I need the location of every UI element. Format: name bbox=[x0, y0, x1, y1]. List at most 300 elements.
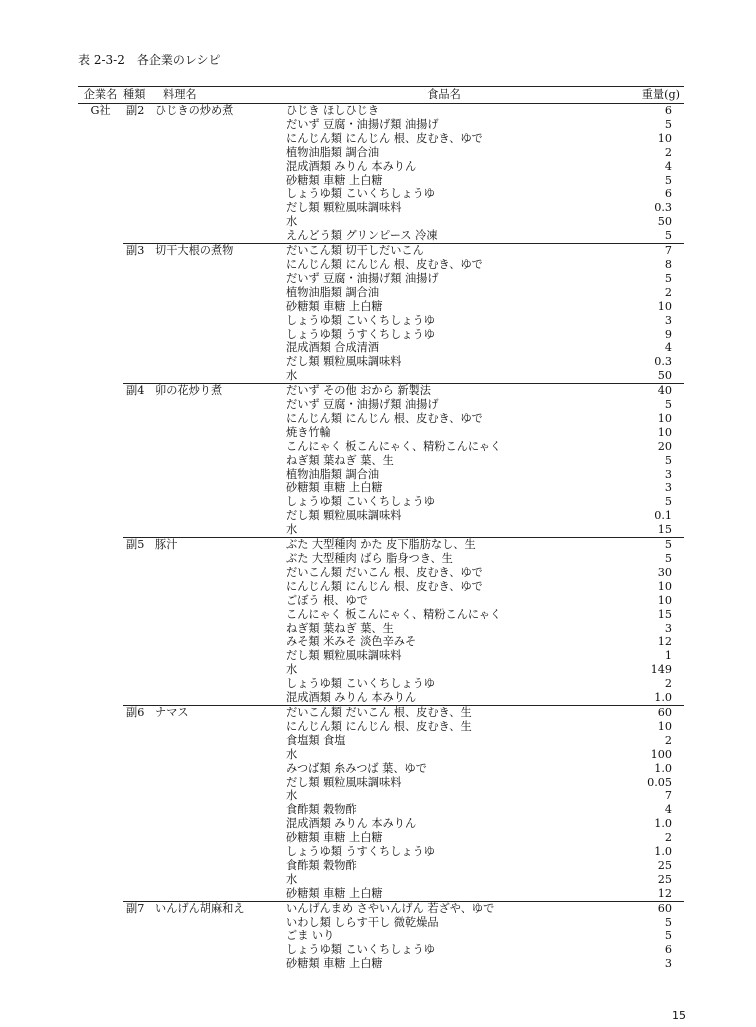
type-cell bbox=[123, 426, 155, 440]
type-cell bbox=[123, 943, 155, 957]
company-cell bbox=[78, 916, 123, 930]
type-cell bbox=[123, 215, 155, 229]
food-name-cell: ごま いり bbox=[286, 929, 335, 943]
weight-cell: 4 bbox=[664, 159, 672, 173]
dish-name-cell bbox=[155, 454, 284, 468]
food-name-cell: ぶた 大型種肉 ばら 脂身つき、生 bbox=[286, 552, 453, 565]
type-cell bbox=[123, 916, 155, 930]
table-row bbox=[78, 887, 684, 901]
type-cell bbox=[123, 594, 155, 608]
food-name-cell: にんじん類 にんじん 根、皮むき、ゆで bbox=[286, 257, 483, 271]
food-name-cell: しょうゆ類 こいくちしょうゆ bbox=[286, 495, 435, 509]
company-cell bbox=[78, 957, 123, 971]
table-row bbox=[78, 174, 684, 188]
type-cell bbox=[123, 355, 155, 369]
food-name-cell: 砂糖類 車糖 上白糖 bbox=[286, 481, 383, 495]
food-name-cell: えんどう類 グリンピース 冷凍 bbox=[286, 229, 438, 243]
table-header-row bbox=[78, 87, 684, 104]
food-name-cell: ごぼう 根、ゆで bbox=[286, 593, 368, 607]
table-row bbox=[78, 762, 684, 776]
table-row bbox=[78, 509, 684, 523]
dish-name-cell bbox=[155, 328, 284, 342]
table-row bbox=[78, 355, 684, 369]
dish-name-cell bbox=[155, 566, 284, 580]
table-row bbox=[78, 384, 684, 398]
company-cell bbox=[78, 300, 123, 314]
food-name-cell: 食塩類 食塩 bbox=[286, 733, 346, 747]
dish-name-cell bbox=[155, 580, 284, 594]
dish-name-cell bbox=[155, 677, 284, 691]
dish-name-cell bbox=[155, 355, 284, 369]
table-row bbox=[78, 523, 684, 537]
company-cell bbox=[78, 314, 123, 328]
table-body bbox=[78, 104, 684, 972]
dish-name-cell bbox=[155, 734, 284, 748]
table-row bbox=[78, 258, 684, 272]
dish-name-cell bbox=[155, 495, 284, 509]
table-row bbox=[78, 454, 684, 468]
company-cell bbox=[78, 146, 123, 160]
food-name-cell: 砂糖類 車糖 上白糖 bbox=[286, 299, 383, 313]
dish-name-cell bbox=[155, 957, 284, 971]
table-row bbox=[78, 691, 684, 705]
dish-name-cell bbox=[155, 929, 284, 943]
weight-cell: 25 bbox=[657, 858, 672, 872]
company-cell bbox=[78, 258, 123, 272]
dish-name-cell: 豚汁 bbox=[155, 538, 284, 552]
type-cell bbox=[123, 272, 155, 286]
dish-name-cell bbox=[155, 523, 284, 537]
food-name-cell: 砂糖類 車糖 上白糖 bbox=[286, 886, 383, 900]
company-cell bbox=[78, 552, 123, 566]
table-row bbox=[78, 300, 684, 314]
weight-cell: 5 bbox=[664, 229, 672, 243]
company-cell bbox=[78, 817, 123, 831]
table-row bbox=[78, 845, 684, 859]
table-row bbox=[78, 538, 684, 552]
type-cell bbox=[123, 663, 155, 677]
company-cell bbox=[78, 160, 123, 174]
weight-cell: 12 bbox=[657, 886, 672, 900]
header-food: 食品名 bbox=[284, 87, 604, 104]
table-row bbox=[78, 468, 684, 482]
food-name-cell: 混成酒類 みりん 本みりん bbox=[286, 159, 417, 173]
table-row bbox=[78, 328, 684, 342]
company-cell bbox=[78, 440, 123, 454]
company-cell bbox=[78, 384, 123, 398]
table-row bbox=[78, 552, 684, 566]
type-cell bbox=[123, 720, 155, 734]
weight-cell: 10 bbox=[657, 719, 672, 733]
food-name-cell: 混成酒類 みりん 本みりん bbox=[286, 691, 417, 705]
food-name-cell: だし類 顆粒風味調味料 bbox=[286, 355, 402, 369]
food-name-cell: だいこん類 だいこん 根、皮むき、生 bbox=[284, 705, 604, 719]
table-row bbox=[78, 635, 684, 649]
dish-name-cell bbox=[155, 174, 284, 188]
table-row bbox=[78, 957, 684, 971]
table-row bbox=[78, 622, 684, 636]
weight-cell: 5 bbox=[664, 453, 672, 467]
type-cell: 副2 bbox=[126, 104, 145, 117]
type-cell bbox=[123, 146, 155, 160]
dish-name-cell bbox=[155, 943, 284, 957]
type-cell bbox=[123, 300, 155, 314]
company-cell bbox=[78, 174, 123, 188]
weight-cell: 1.0 bbox=[654, 845, 672, 859]
header-company: 企業名 bbox=[78, 87, 123, 104]
type-cell bbox=[123, 229, 155, 243]
food-name-cell: だいこん類 だいこん 根、皮むき、ゆで bbox=[286, 565, 483, 579]
type-cell bbox=[123, 369, 155, 383]
weight-cell: 0.05 bbox=[647, 775, 672, 789]
table-row bbox=[78, 831, 684, 845]
dish-name-cell bbox=[155, 635, 284, 649]
table-row bbox=[78, 748, 684, 762]
type-cell bbox=[123, 566, 155, 580]
table-row bbox=[78, 943, 684, 957]
food-name-cell: いわし類 しらす干し 微乾燥品 bbox=[286, 915, 439, 929]
company-cell bbox=[78, 509, 123, 523]
table-row bbox=[78, 594, 684, 608]
type-cell bbox=[123, 412, 155, 426]
dish-name-cell bbox=[155, 748, 284, 762]
type-cell bbox=[123, 873, 155, 887]
table-row bbox=[78, 705, 684, 719]
table-row bbox=[78, 566, 684, 580]
food-name-cell: 混成酒類 合成清酒 bbox=[286, 341, 380, 355]
type-cell bbox=[123, 608, 155, 622]
weight-cell: 5 bbox=[664, 271, 672, 285]
type-cell bbox=[123, 187, 155, 201]
weight-cell: 2 bbox=[664, 285, 672, 299]
company-cell bbox=[78, 341, 123, 355]
dish-name-cell bbox=[155, 300, 284, 314]
food-name-cell: みそ類 米みそ 淡色辛みそ bbox=[286, 635, 417, 649]
company-cell bbox=[78, 454, 123, 468]
weight-cell: 5 bbox=[664, 552, 672, 565]
dish-name-cell bbox=[155, 229, 284, 243]
type-cell bbox=[123, 454, 155, 468]
weight-cell: 30 bbox=[657, 565, 672, 579]
food-name-cell: にんじん類 にんじん 根、皮むき、ゆで bbox=[286, 131, 483, 145]
company-cell bbox=[78, 705, 123, 719]
dish-name-cell bbox=[155, 187, 284, 201]
company-cell bbox=[78, 720, 123, 734]
company-cell bbox=[78, 523, 123, 537]
dish-name-cell bbox=[155, 314, 284, 328]
food-name-cell: 砂糖類 車糖 上白糖 bbox=[286, 173, 383, 187]
company-cell bbox=[78, 132, 123, 146]
table-row bbox=[78, 495, 684, 509]
weight-cell: 5 bbox=[664, 173, 672, 187]
table-row bbox=[78, 677, 684, 691]
table-row bbox=[78, 789, 684, 803]
dish-name-cell bbox=[155, 831, 284, 845]
dish-name-cell bbox=[155, 608, 284, 622]
type-cell bbox=[123, 118, 155, 132]
food-name-cell: こんにゃく 板こんにゃく、精粉こんにゃく bbox=[286, 439, 502, 453]
dish-name-cell bbox=[155, 663, 284, 677]
type-cell bbox=[123, 748, 155, 762]
type-cell bbox=[123, 734, 155, 748]
table-row bbox=[78, 286, 684, 300]
food-name-cell: こんにゃく 板こんにゃく、精粉こんにゃく bbox=[286, 607, 502, 621]
header-dish: 料理名 bbox=[155, 87, 284, 104]
type-cell bbox=[123, 649, 155, 663]
weight-cell: 60 bbox=[604, 705, 684, 719]
dish-name-cell bbox=[155, 481, 284, 495]
table-row bbox=[78, 118, 684, 132]
dish-name-cell bbox=[155, 286, 284, 300]
food-name-cell: 水 bbox=[286, 523, 298, 537]
dish-name-cell: ひじきの炒め煮 bbox=[155, 104, 234, 117]
food-name-cell: ねぎ類 葉ねぎ 葉、生 bbox=[286, 453, 394, 467]
food-name-cell: だいず 豆腐・油揚げ類 油揚げ bbox=[286, 117, 439, 131]
company-cell bbox=[78, 229, 123, 243]
type-cell bbox=[123, 132, 155, 146]
company-cell: G社 bbox=[90, 104, 111, 117]
table-row bbox=[78, 481, 684, 495]
weight-cell: 0.1 bbox=[654, 509, 672, 523]
recipe-table bbox=[78, 86, 684, 971]
weight-cell: 60 bbox=[604, 901, 684, 915]
company-cell bbox=[78, 943, 123, 957]
weight-cell: 10 bbox=[657, 299, 672, 313]
weight-cell: 8 bbox=[664, 257, 672, 271]
food-name-cell: しょうゆ類 うすくちしょうゆ bbox=[286, 327, 435, 341]
type-cell: 副3 bbox=[123, 244, 155, 258]
food-name-cell: だし類 顆粒風味調味料 bbox=[286, 509, 402, 523]
weight-cell: 10 bbox=[657, 579, 672, 593]
type-cell bbox=[123, 174, 155, 188]
weight-cell: 6 bbox=[664, 943, 672, 957]
table-row bbox=[78, 314, 684, 328]
food-name-cell: 植物油脂類 調合油 bbox=[286, 285, 380, 299]
company-cell bbox=[78, 748, 123, 762]
type-cell bbox=[123, 817, 155, 831]
food-name-cell: みつば類 糸みつば 葉、ゆで bbox=[286, 761, 427, 775]
company-cell bbox=[78, 355, 123, 369]
table-row bbox=[78, 229, 684, 243]
weight-cell: 15 bbox=[657, 523, 672, 537]
table-row bbox=[78, 244, 684, 258]
weight-cell: 10 bbox=[657, 425, 672, 439]
dish-name-cell bbox=[155, 873, 284, 887]
weight-cell: 4 bbox=[664, 803, 672, 817]
weight-cell: 1.0 bbox=[654, 817, 672, 831]
table-row bbox=[78, 608, 684, 622]
food-name-cell: しょうゆ類 うすくちしょうゆ bbox=[286, 845, 435, 859]
type-cell bbox=[123, 495, 155, 509]
company-cell bbox=[78, 481, 123, 495]
table-row bbox=[78, 146, 684, 160]
food-name-cell: ひじき ほしひじき bbox=[286, 104, 380, 117]
company-cell bbox=[78, 412, 123, 426]
company-cell bbox=[78, 495, 123, 509]
weight-cell: 3 bbox=[664, 621, 672, 635]
company-cell bbox=[78, 776, 123, 790]
company-cell bbox=[78, 215, 123, 229]
food-name-cell: しょうゆ類 こいくちしょうゆ bbox=[286, 187, 435, 201]
food-name-cell: 砂糖類 車糖 上白糖 bbox=[286, 831, 383, 845]
weight-cell: 4 bbox=[664, 341, 672, 355]
company-cell bbox=[78, 929, 123, 943]
table-row bbox=[78, 580, 684, 594]
dish-name-cell bbox=[155, 509, 284, 523]
food-name-cell: 食酢類 穀物酢 bbox=[286, 858, 357, 872]
table-row bbox=[78, 341, 684, 355]
weight-cell: 5 bbox=[604, 538, 684, 552]
dish-name-cell bbox=[155, 132, 284, 146]
food-name-cell: いんげんまめ さやいんげん 若ざや、ゆで bbox=[284, 901, 604, 915]
table-row bbox=[78, 720, 684, 734]
company-cell bbox=[78, 286, 123, 300]
weight-cell: 20 bbox=[657, 439, 672, 453]
weight-cell: 5 bbox=[664, 929, 672, 943]
table-row bbox=[78, 132, 684, 146]
weight-cell: 7 bbox=[664, 789, 672, 803]
weight-cell: 1.0 bbox=[654, 691, 672, 705]
table-row bbox=[78, 649, 684, 663]
dish-name-cell bbox=[155, 762, 284, 776]
company-cell bbox=[78, 789, 123, 803]
company-cell bbox=[78, 649, 123, 663]
table-row bbox=[78, 901, 684, 915]
table-row bbox=[78, 187, 684, 201]
header-weight: 重量(g) bbox=[604, 87, 684, 104]
dish-name-cell bbox=[155, 398, 284, 412]
company-cell bbox=[78, 201, 123, 215]
weight-cell: 5 bbox=[664, 495, 672, 509]
food-name-cell: 水 bbox=[286, 369, 298, 383]
table-row bbox=[78, 803, 684, 817]
type-cell bbox=[123, 328, 155, 342]
food-name-cell: だいず その他 おから 新製法 bbox=[284, 384, 604, 398]
type-cell bbox=[123, 789, 155, 803]
dish-name-cell bbox=[155, 369, 284, 383]
table-row bbox=[78, 104, 684, 118]
company-cell bbox=[78, 594, 123, 608]
weight-cell: 50 bbox=[657, 215, 672, 229]
weight-cell: 15 bbox=[657, 607, 672, 621]
dish-name-cell bbox=[155, 859, 284, 873]
type-cell bbox=[123, 635, 155, 649]
weight-cell: 3 bbox=[664, 957, 672, 971]
type-cell bbox=[123, 957, 155, 971]
table-row bbox=[78, 776, 684, 790]
company-cell bbox=[78, 328, 123, 342]
food-name-cell: ねぎ類 葉ねぎ 葉、生 bbox=[286, 621, 394, 635]
dish-name-cell bbox=[155, 776, 284, 790]
company-cell bbox=[78, 887, 123, 901]
company-cell bbox=[78, 691, 123, 705]
type-cell bbox=[123, 523, 155, 537]
food-name-cell: しょうゆ類 こいくちしょうゆ bbox=[286, 677, 435, 691]
food-name-cell: にんじん類 にんじん 根、皮むき、ゆで bbox=[286, 411, 483, 425]
table-row bbox=[78, 201, 684, 215]
weight-cell: 10 bbox=[657, 131, 672, 145]
food-name-cell: 焼き竹輪 bbox=[286, 425, 331, 439]
weight-cell: 2 bbox=[664, 831, 672, 845]
company-cell bbox=[78, 468, 123, 482]
table-row bbox=[78, 272, 684, 286]
dish-name-cell bbox=[155, 215, 284, 229]
type-cell bbox=[123, 258, 155, 272]
food-name-cell: 水 bbox=[286, 747, 298, 761]
weight-cell: 100 bbox=[650, 747, 672, 761]
company-cell bbox=[78, 845, 123, 859]
food-name-cell: だいず 豆腐・油揚げ類 油揚げ bbox=[286, 398, 439, 412]
dish-name-cell bbox=[155, 789, 284, 803]
company-cell bbox=[78, 663, 123, 677]
weight-cell: 50 bbox=[657, 369, 672, 383]
dish-name-cell bbox=[155, 468, 284, 482]
company-cell bbox=[78, 859, 123, 873]
type-cell: 副5 bbox=[123, 538, 155, 552]
weight-cell: 0.3 bbox=[654, 355, 672, 369]
company-cell bbox=[78, 244, 123, 258]
dish-name-cell bbox=[155, 258, 284, 272]
company-cell bbox=[78, 580, 123, 594]
type-cell bbox=[123, 845, 155, 859]
table-row bbox=[78, 929, 684, 943]
weight-cell: 10 bbox=[657, 411, 672, 425]
type-cell bbox=[123, 286, 155, 300]
dish-name-cell bbox=[155, 691, 284, 705]
food-name-cell: 植物油脂類 調合油 bbox=[286, 467, 380, 481]
food-name-cell: ぶた 大型種肉 かた 皮下脂肪なし、生 bbox=[284, 538, 604, 552]
type-cell bbox=[123, 929, 155, 943]
food-name-cell: だし類 顆粒風味調味料 bbox=[286, 649, 402, 663]
weight-cell: 3 bbox=[664, 467, 672, 481]
weight-cell: 40 bbox=[604, 384, 684, 398]
company-cell bbox=[78, 762, 123, 776]
company-cell bbox=[78, 677, 123, 691]
company-cell bbox=[78, 831, 123, 845]
dish-name-cell bbox=[155, 201, 284, 215]
food-name-cell: しょうゆ類 こいくちしょうゆ bbox=[286, 943, 435, 957]
type-cell bbox=[123, 691, 155, 705]
food-name-cell: 水 bbox=[286, 789, 298, 803]
table-row bbox=[78, 916, 684, 930]
weight-cell: 7 bbox=[604, 244, 684, 258]
weight-cell: 6 bbox=[664, 187, 672, 201]
table-row bbox=[78, 215, 684, 229]
table-row bbox=[78, 412, 684, 426]
food-name-cell: だいず 豆腐・油揚げ類 油揚げ bbox=[286, 271, 439, 285]
weight-cell: 6 bbox=[664, 104, 672, 117]
dish-name-cell: 卯の花炒り煮 bbox=[155, 384, 284, 398]
weight-cell: 5 bbox=[664, 915, 672, 929]
company-cell bbox=[78, 608, 123, 622]
type-cell bbox=[123, 398, 155, 412]
table-row bbox=[78, 859, 684, 873]
type-cell bbox=[123, 440, 155, 454]
dish-name-cell bbox=[155, 118, 284, 132]
type-cell bbox=[123, 776, 155, 790]
type-cell: 副6 bbox=[123, 705, 155, 719]
type-cell bbox=[123, 622, 155, 636]
dish-name-cell bbox=[155, 412, 284, 426]
table-row bbox=[78, 398, 684, 412]
dish-name-cell bbox=[155, 594, 284, 608]
company-cell bbox=[78, 426, 123, 440]
dish-name-cell bbox=[155, 272, 284, 286]
weight-cell: 0.3 bbox=[654, 201, 672, 215]
weight-cell: 9 bbox=[664, 327, 672, 341]
company-cell bbox=[78, 734, 123, 748]
food-name-cell: にんじん類 にんじん 根、皮むき、ゆで bbox=[286, 579, 483, 593]
